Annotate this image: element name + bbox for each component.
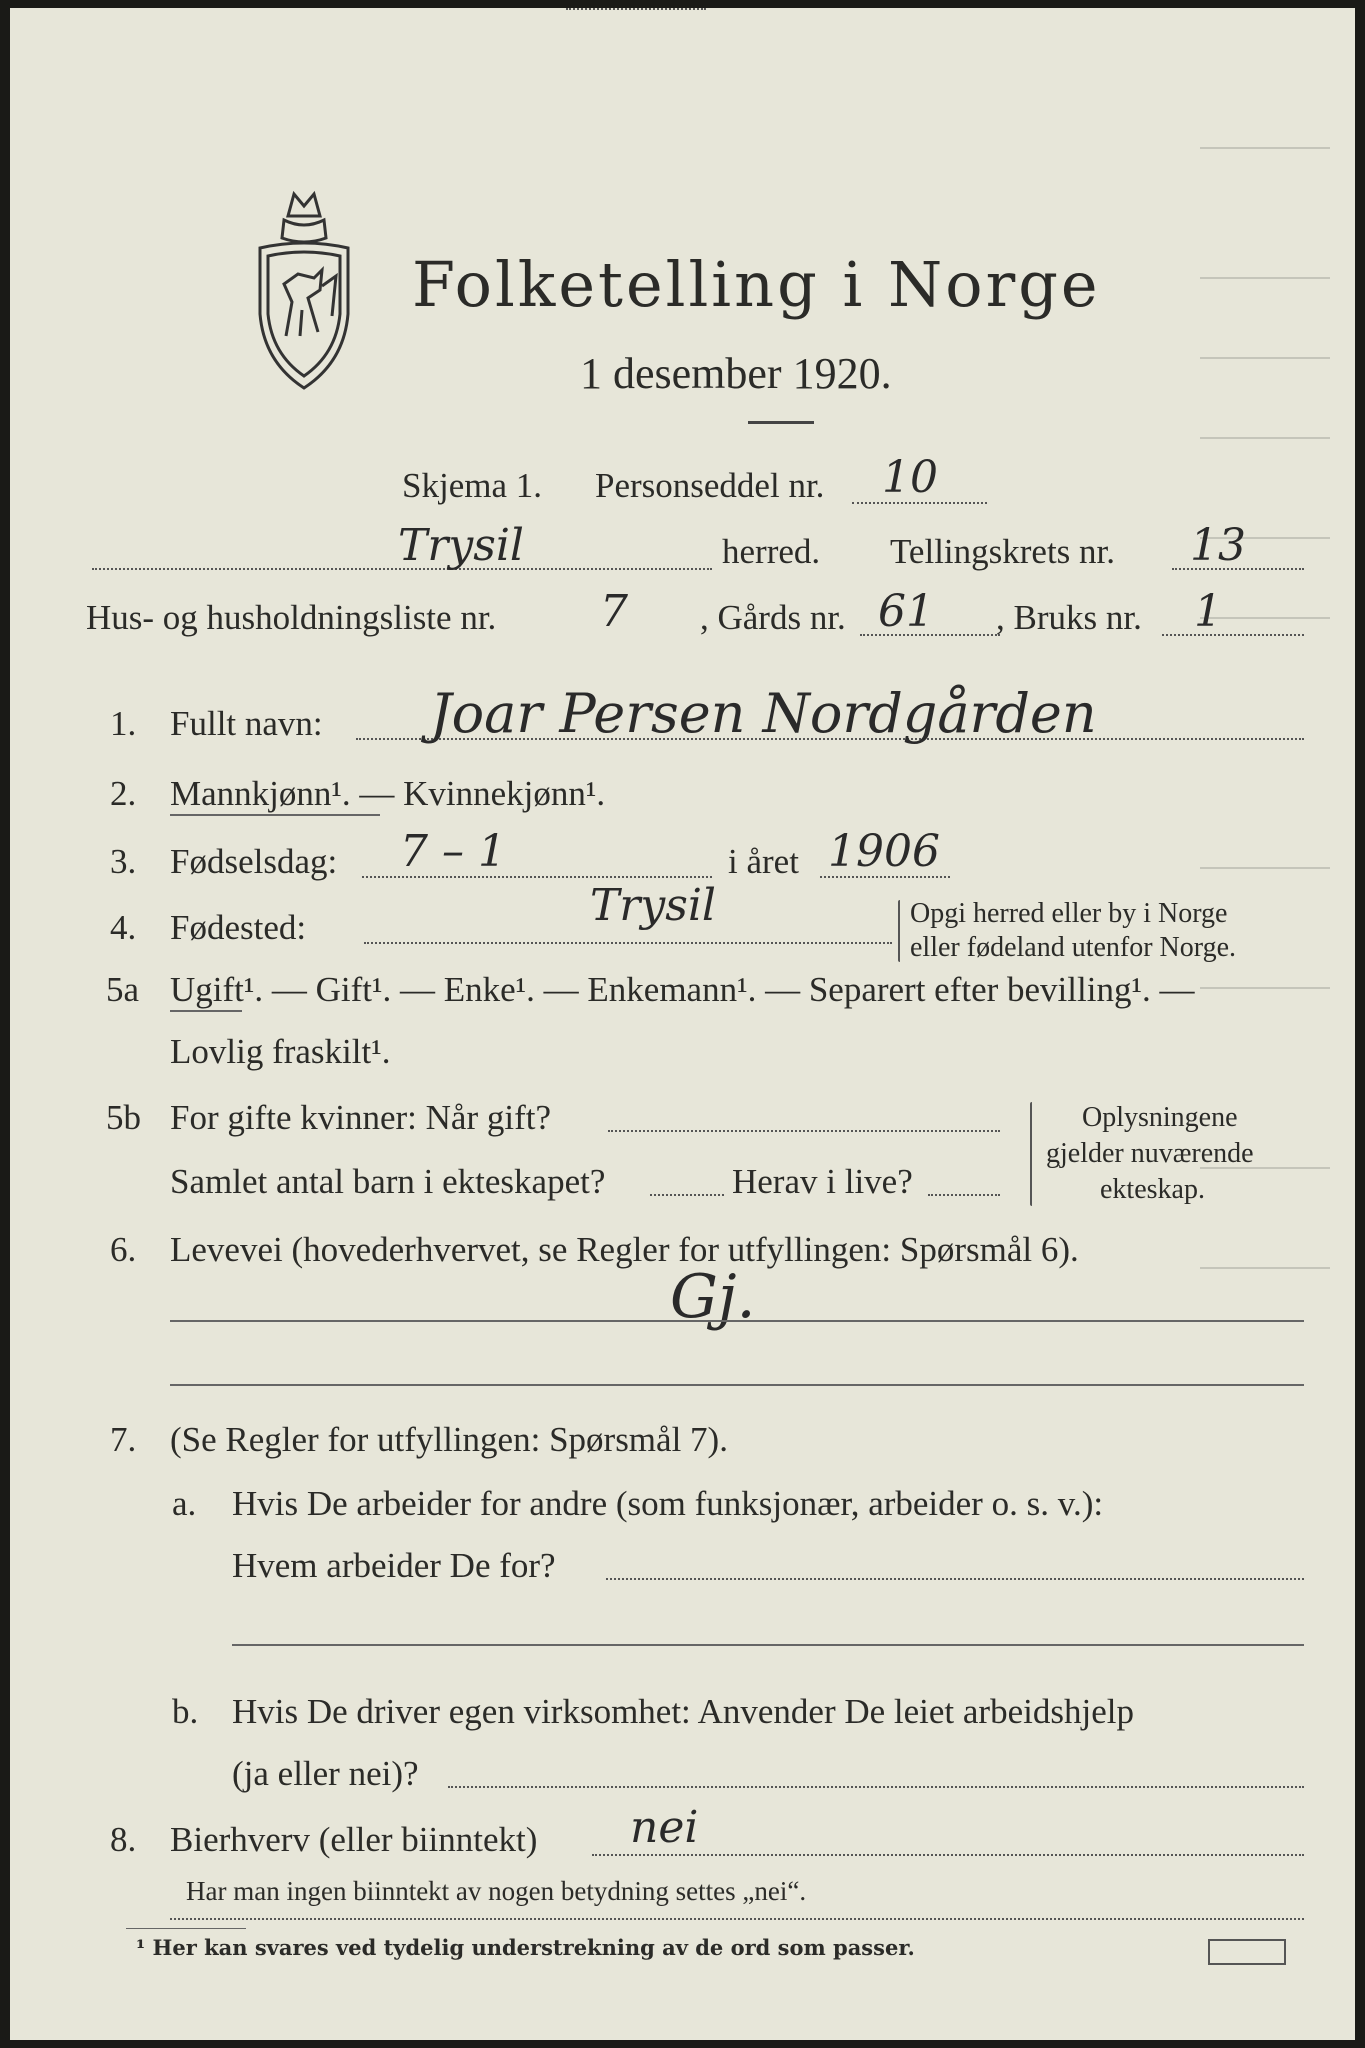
q7b-line1: Hvis De driver egen virksomhet: Anvender De leiet arbeidshjelp	[232, 1692, 1134, 1731]
children-alive-field[interactable]	[928, 1194, 1000, 1196]
married-when-field[interactable]	[608, 1130, 1000, 1132]
side-income-field[interactable]	[592, 1854, 1304, 1856]
hus-field[interactable]	[566, 8, 706, 10]
birthdate-value: 7 – 1	[400, 826, 506, 877]
q6-label: Levevei (hovederhvervet, se Regler for utfyllingen: Spørsmål 6).	[170, 1230, 1079, 1269]
employer-line-2[interactable]	[232, 1644, 1304, 1646]
q3-number: 3.	[110, 842, 137, 881]
marriage-note-brace	[1030, 1102, 1032, 1206]
q7a-line2: Hvem arbeider De for?	[232, 1546, 556, 1585]
hus-label: Hus- og husholdningsliste nr.	[86, 598, 497, 637]
employer-field[interactable]	[606, 1578, 1304, 1580]
q7a-number: a.	[172, 1484, 197, 1523]
tellingskrets-value: 13	[1190, 520, 1246, 571]
birthplace-note-1: Opgi herred eller by i Norge	[910, 898, 1228, 929]
q8-label: Bierhverv (eller biinntekt)	[170, 1820, 538, 1859]
tellingskrets-label: Tellingskrets nr.	[890, 532, 1116, 571]
printer-stamp	[1208, 1939, 1286, 1965]
form-title: Folketelling i Norge	[412, 248, 1101, 321]
birthplace-value: Trysil	[590, 880, 716, 931]
q6-number: 6.	[110, 1230, 137, 1269]
skjema-label: Skjema 1.	[402, 466, 542, 505]
q1-number: 1.	[110, 704, 137, 743]
children-count-field[interactable]	[650, 1194, 724, 1196]
q4-number: 4.	[110, 908, 137, 947]
birthplace-note-brace	[898, 900, 900, 962]
bleed-through-marks	[1190, 108, 1340, 1608]
q7b-number: b.	[172, 1692, 199, 1731]
hired-help-field[interactable]	[448, 1786, 1304, 1788]
marriage-note-3: ekteskap.	[1100, 1174, 1205, 1205]
q8-number: 8.	[110, 1820, 137, 1859]
norwegian-lion-coat-of-arms-icon	[248, 186, 360, 396]
year-label: i året	[728, 842, 799, 881]
gards-label: , Gårds nr.	[700, 598, 846, 637]
occupation-line-1[interactable]	[170, 1320, 1304, 1322]
q3-label: Fødselsdag:	[170, 842, 338, 881]
q5a-marital-options: Ugift¹. — Gift¹. — Enke¹. — Enkemann¹. — Separert efter bevilling¹. —	[170, 970, 1195, 1009]
q7b-line2: (ja eller nei)?	[232, 1754, 419, 1793]
marriage-note-1: Oplysningene	[1082, 1102, 1238, 1133]
birth-year-value: 1906	[828, 826, 940, 877]
q5b-number: 5b	[106, 1098, 141, 1137]
q8-note: Har man ingen biinntekt av nogen betydning settes „nei“.	[186, 1876, 807, 1906]
q7-number: 7.	[110, 1420, 137, 1459]
birthplace-note-2: eller fødeland utenfor Norge.	[910, 932, 1237, 963]
footnote-divider	[126, 1928, 246, 1929]
full-name-value: Joar Persen Nordgården	[430, 682, 1097, 745]
occupation-line-2[interactable]	[170, 1384, 1304, 1386]
bruks-value: 1	[1194, 586, 1222, 637]
bruks-field[interactable]	[1162, 634, 1304, 636]
personseddel-value: 10	[882, 452, 938, 503]
hus-value: 7	[600, 586, 628, 637]
q7-label: (Se Regler for utfyllingen: Spørsmål 7).	[170, 1420, 728, 1459]
q5b-children-label: Samlet antal barn i ekteskapet?	[170, 1162, 606, 1201]
occupation-value: Gj.	[670, 1262, 756, 1332]
form-subtitle: 1 desember 1920.	[580, 349, 892, 398]
sex-underline-mark	[170, 814, 380, 816]
q5a-marital-options-2: Lovlig fraskilt¹.	[170, 1032, 391, 1071]
bruks-label: , Bruks nr.	[996, 598, 1142, 637]
q2-sex-options: Mannkjønn¹. — Kvinnekjønn¹.	[170, 774, 606, 813]
q2-number: 2.	[110, 774, 137, 813]
q7a-line1: Hvis De arbeider for andre (som funksjonær, arbeider o. s. v.):	[232, 1484, 1104, 1523]
q5b-married-when: For gifte kvinner: Når gift?	[170, 1098, 552, 1137]
q1-label: Fullt navn:	[170, 704, 323, 743]
personseddel-label: Personseddel nr.	[595, 466, 825, 505]
q4-label: Fødested:	[170, 908, 307, 947]
herred-value: Trysil	[398, 520, 524, 571]
footnote: ¹ Her kan svares ved tydelig understrekning av de ord som passer.	[136, 1935, 915, 1960]
marriage-note-2: gjelder nuværende	[1046, 1138, 1254, 1169]
title-divider	[748, 421, 814, 424]
gards-value: 61	[878, 586, 934, 637]
marital-underline-mark	[170, 1010, 242, 1012]
q5a-number: 5a	[106, 970, 140, 1009]
herred-label: herred.	[722, 532, 821, 571]
side-income-value: nei	[630, 1802, 699, 1853]
census-form	[10, 8, 1355, 2040]
birthplace-field[interactable]	[364, 942, 892, 944]
side-income-line-2[interactable]	[170, 1918, 1304, 1920]
q5b-alive-label: Herav i live?	[732, 1162, 913, 1201]
